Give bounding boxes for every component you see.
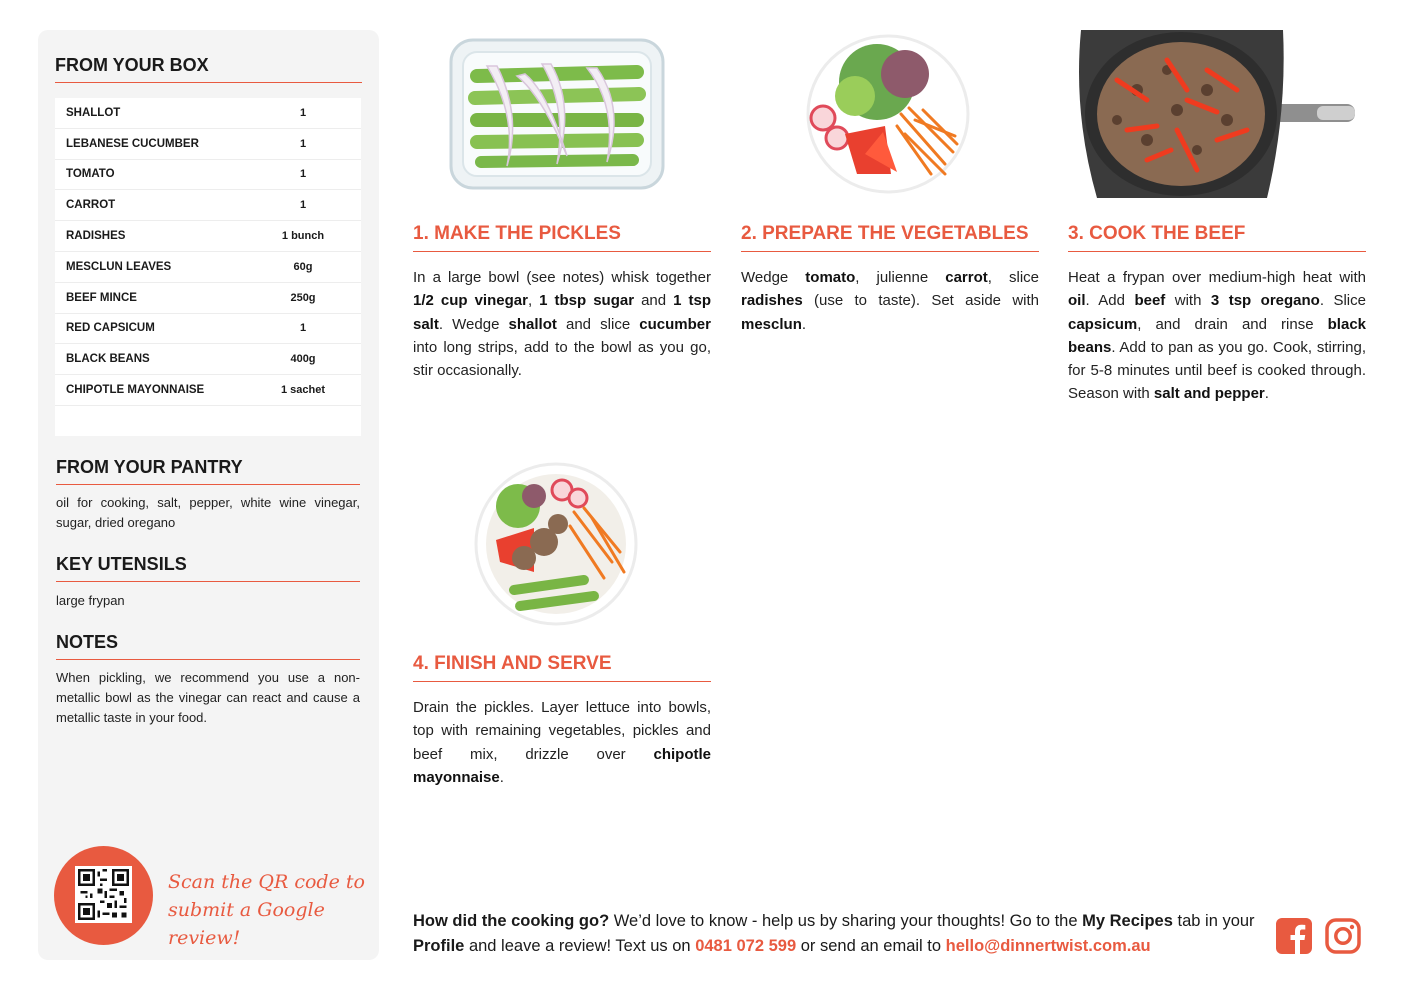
ingredient-row (55, 344, 361, 375)
ingredient-qty: 1 bunch (281, 230, 325, 243)
ingredient-qty: 1 (299, 168, 307, 181)
ingredient-row (55, 221, 361, 252)
profile-link: Profile (413, 937, 465, 955)
ingredient-name: MESCLUN LEAVES (66, 260, 172, 273)
ingredient-name: BEEF MINCE (66, 291, 137, 304)
qr-caption-line2: submit a Google review! (168, 899, 325, 949)
key-utensils-title: KEY UTENSILS (56, 554, 360, 582)
step-4-title: 4. FINISH AND SERVE (413, 653, 711, 682)
ingredient-row (55, 283, 361, 314)
step-1-text: In a large bowl (see notes) whisk together 1/2 cup vinegar, 1 tbsp sugar and 1 tsp salt. Wedge shallot and slice cucumber into long strips, add to the bowl as you go, stir occasionally. (413, 269, 711, 380)
pickles-dish-image (447, 36, 667, 192)
step-1-title: 1. MAKE THE PICKLES (413, 223, 711, 252)
ingredient-qty: 1 (299, 322, 307, 335)
ingredient-qty: 400g (290, 353, 316, 366)
phone-link[interactable]: 0481 072 599 (695, 937, 797, 955)
qr-caption (168, 868, 368, 952)
ingredient-qty: 60g (293, 260, 313, 273)
ingredient-name: CHIPOTLE MAYONNAISE (66, 384, 205, 397)
ingredient-row (55, 314, 361, 345)
ingredient-name: BLACK BEANS (66, 353, 150, 366)
instagram-icon[interactable] (1325, 918, 1361, 954)
feedback-footer: How did the cooking go? We’d love to know - help us by sharing your thoughts! Go to the My Recipes tab in your Profile and leave a review! Text us on 0481 072 599 or send an email to hello@dinnertwist.com.au (413, 912, 1255, 955)
ingredient-row (55, 160, 361, 191)
qr-caption-line1: Scan the QR code to (168, 871, 365, 893)
email-link[interactable]: hello@dinnertwist.com.au (945, 937, 1151, 955)
notes-title: NOTES (56, 632, 360, 660)
ingredient-row (55, 129, 361, 160)
ingredient-qty: 1 sachet (280, 384, 326, 397)
pantry-text: oil for cooking, salt, pepper, white wine vinegar, sugar, dried oregano (56, 495, 360, 530)
ingredient-name: RADISHES (66, 230, 126, 243)
ingredient-qty: 250g (290, 291, 316, 304)
my-recipes-link: My Recipes (1082, 912, 1173, 930)
ingredient-row (55, 190, 361, 221)
qr-code-icon[interactable] (75, 866, 132, 923)
step-3-text: Heat a frypan over medium-high heat with oil. Add beef with 3 tsp oregano. Slice capsicum, and drain and rinse black beans. Add to pan as you go. Cook, stirring, for 5-8 minutes until beef is cooked through. Season with salt and pepper. (1068, 269, 1366, 403)
ingredient-row (55, 375, 361, 406)
from-your-pantry-title: FROM YOUR PANTRY (56, 457, 360, 485)
ingredient-name: SHALLOT (66, 106, 121, 119)
vegetables-plate-image (805, 34, 971, 194)
ingredient-name: CARROT (66, 199, 116, 212)
facebook-icon[interactable] (1276, 918, 1312, 954)
step-4-text: Drain the pickles. Layer lettuce into bowls, top with remaining vegetables, pickles and beef mix, drizzle over chipotle mayonnaise. (413, 699, 711, 786)
ingredients-panel (38, 30, 379, 960)
step-2-text: Wedge tomato, julienne carrot, slice radishes (use to taste). Set aside with mesclun. (741, 269, 1039, 333)
step-3-title: 3. COOK THE BEEF (1068, 223, 1366, 252)
step-2-title: 2. PREPARE THE VEGETABLES (741, 223, 1039, 252)
ingredient-qty: 1 (299, 199, 307, 212)
ingredient-name: RED CAPSICUM (66, 322, 155, 335)
qr-badge[interactable] (54, 846, 153, 945)
ingredient-table (55, 98, 361, 436)
frypan-beef-image (1077, 30, 1357, 198)
footer-question: How did the cooking go? (413, 912, 610, 930)
ingredient-qty: 1 (299, 137, 307, 150)
from-your-box-title: FROM YOUR BOX (55, 55, 362, 83)
ingredient-name: LEBANESE CUCUMBER (66, 137, 199, 150)
ingredient-row (55, 98, 361, 129)
ingredient-name: TOMATO (66, 168, 115, 181)
notes-text: When pickling, we recommend you use a non-metallic bowl as the vinegar can react and cause a metallic taste in your food. (56, 670, 360, 725)
finished-bowl-image (474, 462, 638, 626)
ingredient-qty: 1 (299, 106, 307, 119)
utensils-text: large frypan (56, 593, 125, 608)
ingredient-row (55, 252, 361, 283)
